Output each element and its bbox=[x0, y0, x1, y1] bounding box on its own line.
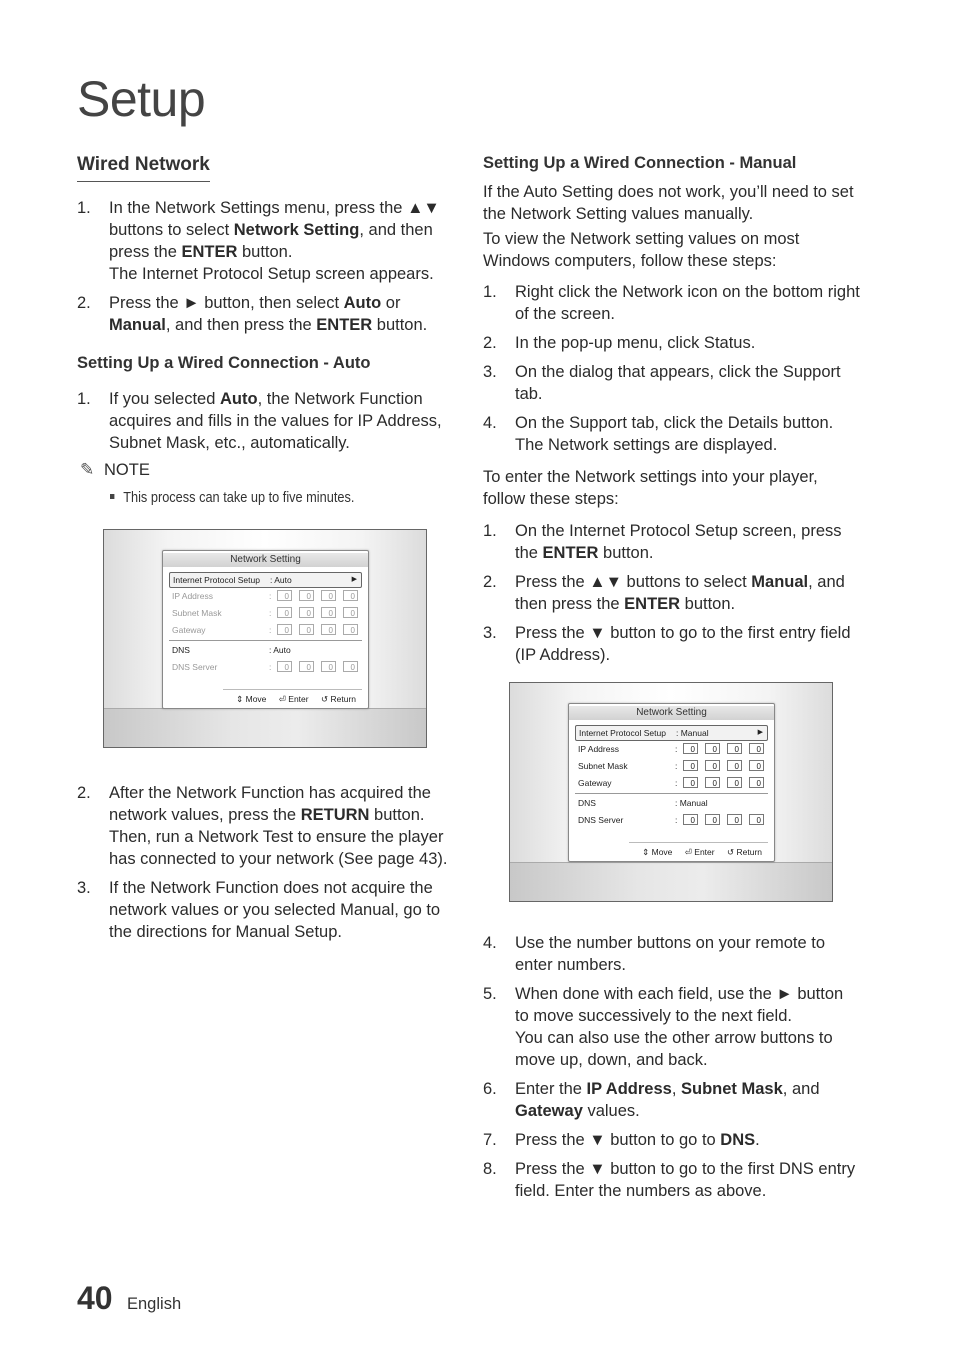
field-colon: : bbox=[675, 744, 678, 754]
more-steps bbox=[483, 932, 861, 1209]
octet-field[interactable]: 0 bbox=[321, 661, 336, 672]
octet-field[interactable]: 0 bbox=[277, 624, 292, 635]
move-hint: Move bbox=[651, 847, 673, 857]
step-item bbox=[483, 281, 861, 325]
step-number: 4. bbox=[483, 414, 497, 432]
return-hint: Return bbox=[736, 847, 762, 857]
protocol-label: Internet Protocol Setup bbox=[173, 575, 260, 585]
intro-steps bbox=[77, 197, 455, 343]
enter-icon: ⏎ bbox=[278, 694, 286, 704]
step-item bbox=[483, 1078, 861, 1122]
octet-field[interactable]: 0 bbox=[749, 814, 764, 825]
octet-field[interactable]: 0 bbox=[705, 743, 720, 754]
note-label: NOTE bbox=[104, 461, 150, 479]
field-label: Subnet Mask bbox=[172, 608, 222, 618]
octet-field[interactable]: 0 bbox=[749, 760, 764, 771]
octet-field[interactable]: 0 bbox=[321, 607, 336, 618]
manual-intro-paragraph: If the Auto Setting does not work, you’ll need to set the Network Setting values manually. bbox=[483, 183, 854, 223]
step-item bbox=[77, 782, 455, 870]
dns-value: : Auto bbox=[269, 645, 291, 655]
octet-field[interactable]: 0 bbox=[343, 607, 358, 618]
step-number: 1. bbox=[483, 283, 497, 301]
field-colon: : bbox=[269, 591, 272, 601]
dns-label: DNS bbox=[578, 798, 596, 808]
step-text: Press the ► button, then select Auto or Manual, and then press the ENTER button. bbox=[109, 294, 428, 334]
protocol-setup-row[interactable] bbox=[169, 572, 362, 588]
network-setting-dialog bbox=[162, 550, 369, 709]
note bbox=[80, 460, 150, 480]
step-text: On the Internet Protocol Setup screen, press the ENTER button. bbox=[515, 522, 842, 562]
field-label: Gateway bbox=[578, 778, 612, 788]
enter-icon: ⏎ bbox=[684, 847, 692, 857]
octet-field[interactable]: 0 bbox=[683, 743, 698, 754]
step-item bbox=[483, 412, 861, 456]
move-icon: ⇕ bbox=[642, 847, 650, 857]
step-number: 2. bbox=[77, 784, 91, 802]
screen-band bbox=[104, 708, 426, 747]
octet-field[interactable]: 0 bbox=[683, 760, 698, 771]
step-text: Press the ▲▼ buttons to select Manual, and then press the ENTER button. bbox=[515, 573, 845, 613]
field-label: DNS Server bbox=[172, 662, 218, 672]
dns-server-row[interactable] bbox=[575, 813, 768, 827]
network-setting-screen-auto bbox=[103, 529, 427, 748]
step-number: 1. bbox=[77, 199, 91, 217]
move-icon: ⇕ bbox=[236, 694, 244, 704]
octet-field[interactable]: 0 bbox=[343, 661, 358, 672]
step-text: In the Network Settings menu, press the ▲▼ buttons to select Network Setting, and then press the ENTER button. The Internet Protocol Setup screen appears. bbox=[109, 199, 440, 283]
step-item bbox=[483, 520, 861, 564]
step-item bbox=[77, 197, 455, 285]
move-hint: Move bbox=[245, 694, 267, 704]
octet-field[interactable]: 0 bbox=[277, 607, 292, 618]
divider bbox=[169, 640, 362, 641]
step-number: 1. bbox=[483, 522, 497, 540]
protocol-label: Internet Protocol Setup bbox=[579, 728, 666, 738]
field-label: Gateway bbox=[172, 625, 206, 635]
step-number: 1. bbox=[77, 390, 91, 408]
octet-field[interactable]: 0 bbox=[705, 777, 720, 788]
page-language: English bbox=[127, 1295, 182, 1313]
step-item bbox=[483, 361, 861, 405]
enter-steps bbox=[483, 520, 861, 673]
step-item bbox=[77, 877, 455, 943]
octet-field[interactable]: 0 bbox=[749, 743, 764, 754]
divider bbox=[223, 689, 362, 690]
field-label: IP Address bbox=[578, 744, 619, 754]
octet-field[interactable]: 0 bbox=[705, 814, 720, 825]
step-item bbox=[483, 1158, 861, 1202]
step-text: Press the ▼ button to go to the first entry field (IP Address). bbox=[515, 624, 851, 664]
protocol-setup-row[interactable] bbox=[575, 725, 768, 741]
step-text: On the Support tab, click the Details button. The Network settings are displayed. bbox=[515, 414, 834, 454]
screen-band bbox=[510, 862, 832, 901]
ip-address-row[interactable] bbox=[169, 589, 362, 603]
step-number: 7. bbox=[483, 1131, 497, 1149]
field-label: Subnet Mask bbox=[578, 761, 628, 771]
divider bbox=[575, 793, 768, 794]
subnet-mask-row[interactable] bbox=[169, 606, 362, 620]
return-icon: ↺ bbox=[320, 694, 329, 704]
step-text: When done with each field, use the ► button to move successively to the next field. You can also use the other arrow buttons to move up, down, and back. bbox=[515, 985, 844, 1069]
note-item-text: This process can take up to five minutes. bbox=[123, 490, 355, 506]
step-item bbox=[77, 388, 455, 454]
step-text: Right click the Network icon on the bottom right of the screen. bbox=[515, 283, 860, 323]
octet-field[interactable]: 0 bbox=[727, 814, 742, 825]
step-text: If the Network Function does not acquire the network values or you selected Manual, go to the directions for Manual Setup. bbox=[109, 879, 441, 941]
octet-field[interactable]: 0 bbox=[299, 607, 314, 618]
step-text: Press the ▼ button to go to the first DNS entry field. Enter the numbers as above. bbox=[515, 1160, 856, 1200]
arrow-right-icon: ▶ bbox=[757, 729, 763, 736]
octet-field[interactable]: 0 bbox=[727, 743, 742, 754]
view-settings-paragraph: To view the Network setting values on most Windows computers, follow these steps: bbox=[483, 230, 800, 270]
field-colon: : bbox=[269, 625, 272, 635]
view-steps bbox=[483, 281, 861, 463]
gateway-row[interactable] bbox=[575, 776, 768, 790]
step-text: On the dialog that appears, click the Support tab. bbox=[515, 363, 841, 403]
dns-label: DNS bbox=[172, 645, 190, 655]
step-text: After the Network Function has acquired the network values, press the RETURN button. Then, run a Network Test to ensure the player has connected to your network (See page 43). bbox=[109, 784, 448, 868]
enter-hint: Enter bbox=[694, 847, 715, 857]
enter-settings-paragraph: To enter the Network settings into your player, follow these steps: bbox=[483, 468, 818, 508]
pencil-icon: ✎ bbox=[80, 460, 95, 479]
step-number: 2. bbox=[483, 334, 497, 352]
auto-steps bbox=[77, 388, 455, 461]
field-label: IP Address bbox=[172, 591, 213, 601]
step-number: 4. bbox=[483, 934, 497, 952]
page-number: 40 bbox=[77, 1280, 113, 1316]
octet-field[interactable]: 0 bbox=[299, 590, 314, 601]
octet-field[interactable]: 0 bbox=[277, 661, 292, 672]
subnet-mask-row[interactable] bbox=[575, 759, 768, 773]
step-number: 6. bbox=[483, 1080, 497, 1098]
octet-field[interactable]: 0 bbox=[683, 814, 698, 825]
note-item bbox=[110, 490, 354, 506]
dialog-footer bbox=[642, 847, 762, 858]
dns-row[interactable] bbox=[169, 643, 362, 657]
network-setting-dialog bbox=[568, 703, 775, 862]
step-item bbox=[483, 332, 861, 354]
step-text: Enter the IP Address, Subnet Mask, and Gateway values. bbox=[515, 1080, 820, 1120]
bullet-square-icon bbox=[110, 494, 114, 499]
dialog-footer bbox=[236, 694, 356, 705]
network-setting-screen-manual bbox=[509, 682, 833, 902]
auto-setup-heading: Setting Up a Wired Connection - Auto bbox=[77, 354, 371, 372]
after-steps bbox=[77, 782, 455, 950]
octet-field[interactable]: 0 bbox=[343, 590, 358, 601]
gateway-row[interactable] bbox=[169, 623, 362, 637]
step-number: 3. bbox=[483, 363, 497, 381]
return-hint: Return bbox=[330, 694, 356, 704]
octet-field[interactable]: 0 bbox=[277, 590, 292, 601]
octet-field[interactable]: 0 bbox=[727, 777, 742, 788]
page-title: Setup bbox=[77, 71, 206, 127]
octet-field[interactable]: 0 bbox=[299, 624, 314, 635]
dns-row[interactable] bbox=[575, 796, 768, 810]
wired-network-heading: Wired Network bbox=[77, 154, 210, 182]
field-colon: : bbox=[675, 778, 678, 788]
step-item bbox=[483, 622, 861, 666]
octet-field[interactable]: 0 bbox=[321, 624, 336, 635]
dialog-title: Network Setting bbox=[569, 706, 774, 720]
field-label: DNS Server bbox=[578, 815, 624, 825]
step-item bbox=[77, 292, 455, 336]
step-number: 8. bbox=[483, 1160, 497, 1178]
manual-setup-heading: Setting Up a Wired Connection - Manual bbox=[483, 154, 797, 172]
step-text: In the pop-up menu, click Status. bbox=[515, 334, 756, 352]
step-item bbox=[483, 983, 861, 1071]
octet-field[interactable]: 0 bbox=[299, 661, 314, 672]
step-item bbox=[483, 571, 861, 615]
step-text: Use the number buttons on your remote to enter numbers. bbox=[515, 934, 826, 974]
octet-field[interactable]: 0 bbox=[321, 590, 336, 601]
field-colon: : bbox=[269, 662, 272, 672]
field-colon: : bbox=[675, 761, 678, 771]
octet-field[interactable]: 0 bbox=[683, 777, 698, 788]
step-item bbox=[483, 932, 861, 976]
return-icon: ↺ bbox=[726, 847, 735, 857]
protocol-value: : Manual bbox=[676, 728, 709, 738]
field-colon: : bbox=[675, 815, 678, 825]
enter-hint: Enter bbox=[288, 694, 309, 704]
field-colon: : bbox=[269, 608, 272, 618]
step-number: 2. bbox=[77, 294, 91, 312]
step-number: 2. bbox=[483, 573, 497, 591]
step-number: 3. bbox=[77, 879, 91, 897]
step-number: 5. bbox=[483, 985, 497, 1003]
protocol-value: : Auto bbox=[270, 575, 292, 585]
step-item bbox=[483, 1129, 861, 1151]
dns-server-row[interactable] bbox=[169, 660, 362, 674]
octet-field[interactable]: 0 bbox=[343, 624, 358, 635]
step-number: 3. bbox=[483, 624, 497, 642]
arrow-right-icon: ▶ bbox=[351, 576, 357, 583]
dns-value: : Manual bbox=[675, 798, 708, 808]
ip-address-row[interactable] bbox=[575, 742, 768, 756]
step-text: Press the ▼ button to go to DNS. bbox=[515, 1131, 760, 1149]
octet-field[interactable]: 0 bbox=[705, 760, 720, 771]
step-text: If you selected Auto, the Network Function acquires and fills in the values for IP Address, Subnet Mask, etc., automatically. bbox=[109, 390, 442, 452]
divider bbox=[629, 842, 768, 843]
dialog-title: Network Setting bbox=[163, 553, 368, 567]
octet-field[interactable]: 0 bbox=[749, 777, 764, 788]
octet-field[interactable]: 0 bbox=[727, 760, 742, 771]
